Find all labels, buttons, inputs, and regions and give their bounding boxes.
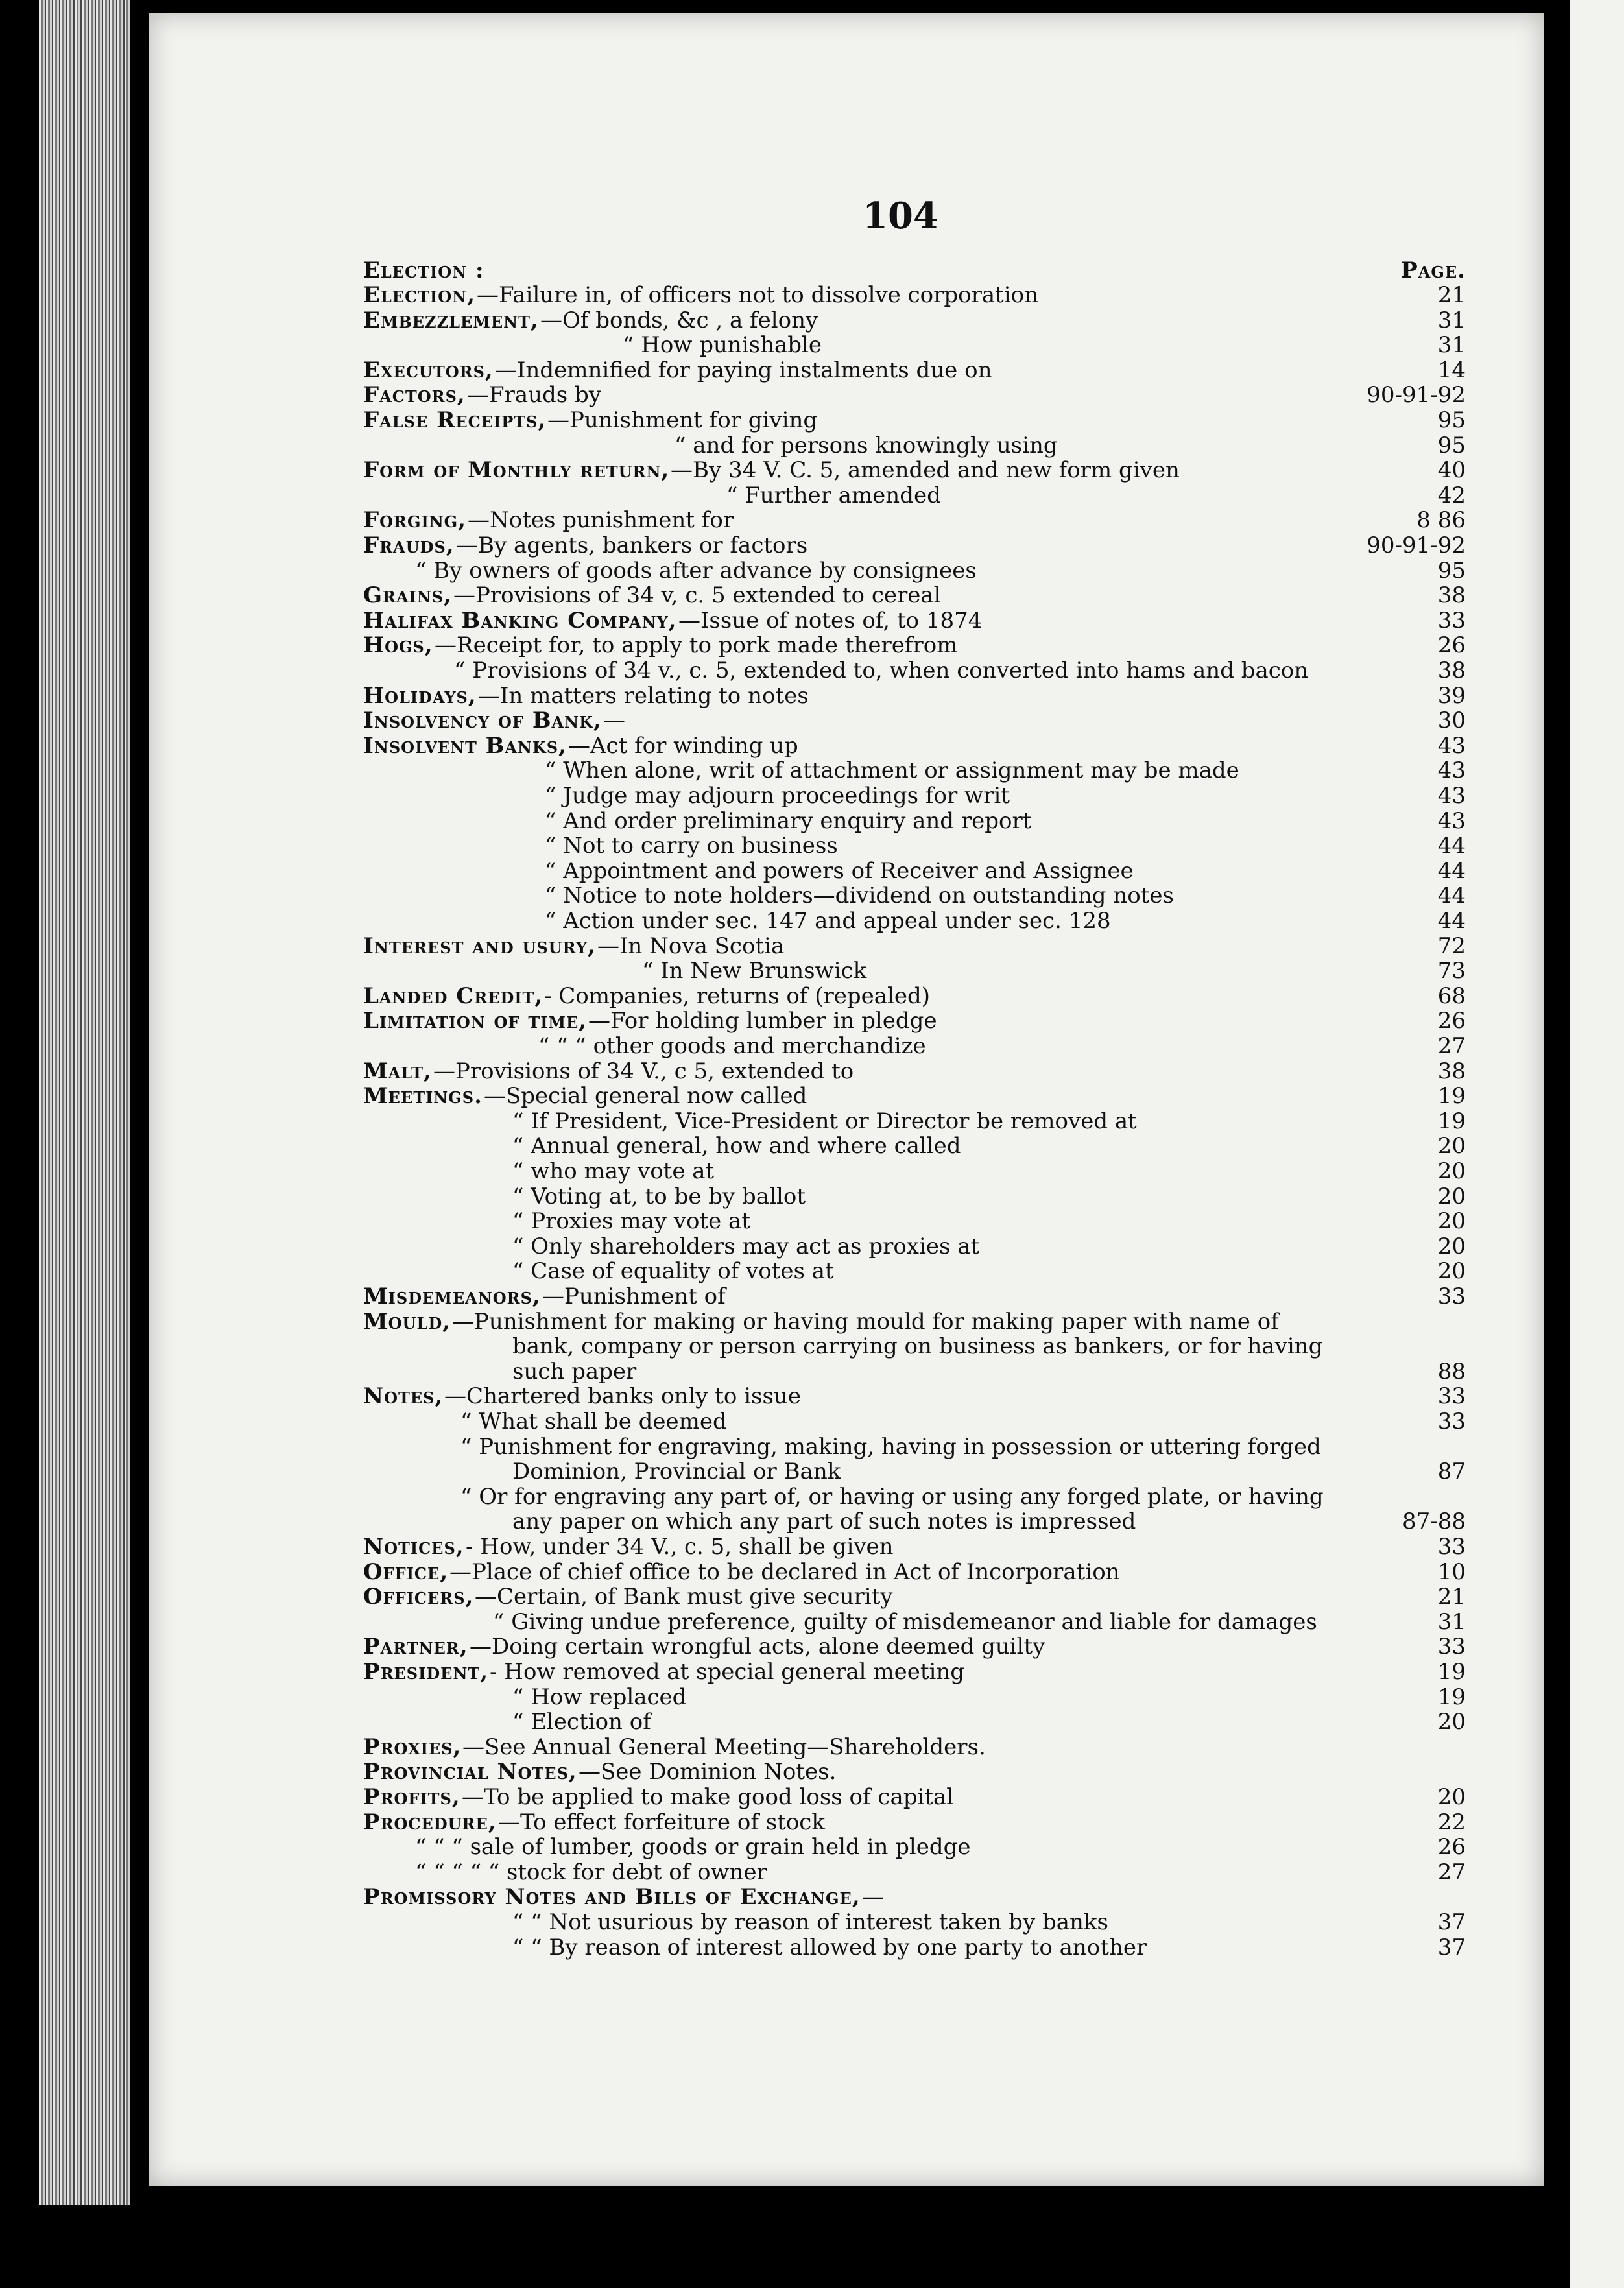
entry-page: 26 [1437,632,1466,659]
entry-page: 19 [1437,1684,1466,1710]
entry-page: 88 [1437,1358,1466,1385]
entry-heading: Office, [363,1558,449,1585]
entry-text: —By 34 V. C. 5, amended and new form given [671,457,1180,484]
entry-page: 19 [1437,1108,1466,1134]
entry-text: —By agents, bankers or factors [456,532,808,558]
entry-heading: Notes, [363,1383,444,1410]
entry-page: 90-91-92 [1367,532,1466,558]
entry-text: “ “ “ “ “ stock for debt of owner [415,1859,767,1885]
entry-page: 38 [1437,658,1466,684]
entry-heading: Procedure, [363,1809,497,1835]
entry-page: 44 [1437,908,1466,934]
entry-page: 20 [1437,1784,1466,1810]
entry-text: “ Proxies may vote at [512,1208,750,1235]
entry-heading: Mould, [363,1308,451,1335]
entry-page: 19 [1437,1659,1466,1685]
entry-text: - How, under 34 V., c. 5, shall be given [466,1534,894,1560]
entry-heading: Limitation of time, [363,1008,588,1034]
section-heading: Election : [363,257,484,283]
entry-text: “ By owners of goods after advance by consignees [415,557,977,584]
entry-heading: Malt, [363,1058,432,1084]
entry-text: —For holding lumber in pledge [588,1008,937,1034]
entry-text: —To effect forfeiture of stock [498,1809,825,1835]
entry-heading: Partner, [363,1634,468,1660]
entry-text: “ Notice to note holders—dividend on outstanding notes [545,883,1174,909]
entry-text: “ “ By reason of interest allowed by one party to another [512,1934,1147,1960]
entry-page: 8 86 [1416,507,1466,534]
entry-page: 31 [1437,332,1466,359]
entry-text: —See Dominion Notes. [579,1759,837,1785]
entry-page: 90-91-92 [1367,382,1466,409]
entry-text: - How removed at special general meeting [490,1659,965,1685]
entry-text: “ Not to carry on business [545,833,838,859]
entry-page: 44 [1437,833,1466,859]
entry-text: bank, company or person carrying on business as bankers, or for having [512,1333,1323,1360]
entry-text: “ What shall be deemed [460,1409,727,1435]
entry-text: “ Further amended [726,482,941,508]
entry-page: 40 [1437,457,1466,484]
entry-text: “ How punishable [623,332,822,359]
entry-text: “ Voting at, to be by ballot [512,1183,806,1210]
entry-page: 22 [1437,1809,1466,1835]
entry-text: —To be applied to make good loss of capital [462,1784,954,1810]
entry-text: “ Punishment for engraving, making, having in possession or uttering forged [460,1433,1321,1460]
entry-heading: Form of Monthly return, [363,457,670,484]
entry-text: —Issue of notes of, to 1874 [678,607,983,634]
entry-text: - Companies, returns of (repealed) [544,983,931,1009]
entry-page: 31 [1437,307,1466,333]
entry-text: —Special general now called [484,1083,807,1110]
entry-page: 21 [1437,1584,1466,1610]
entry-text: —Of bonds, &c , a felony [540,307,818,333]
entry-page: 33 [1437,1383,1466,1410]
entry-text: —Punishment for giving [547,407,818,433]
entry-page: 33 [1437,1634,1466,1660]
entry-text: “ Case of equality of votes at [512,1258,834,1285]
entry-heading: Meetings. [363,1083,483,1110]
entry-page: 44 [1437,857,1466,884]
entry-page: 68 [1437,983,1466,1009]
entry-page: 20 [1437,1258,1466,1285]
entry-heading: Insolvency of Bank, [363,708,602,734]
entry-text: “ And order preliminary enquiry and report [545,807,1032,834]
entry-text: —Provisions of 34 v, c. 5 extended to cereal [453,582,941,609]
entry-heading: Interest and usury, [363,933,596,959]
entry-page: 30 [1437,708,1466,734]
entry-page: 20 [1437,1183,1466,1210]
entry-page: 37 [1437,1909,1466,1935]
entry-heading: Misdemeanors, [363,1283,541,1309]
entry-text: “ Action under sec. 147 and appeal under sec. 128 [545,908,1111,934]
entry-page: 95 [1437,432,1466,459]
entry-heading: Election, [363,282,475,308]
entry-heading: Landed Credit, [363,983,543,1009]
entry-text: “ Provisions of 34 v., c. 5, extended to, when converted into hams and bacon [454,658,1309,684]
entry-text: “ In New Brunswick [642,958,867,984]
entry-page: 43 [1437,732,1466,759]
entry-page: 27 [1437,1033,1466,1059]
entry-text: —Receipt for, to apply to pork made therefrom [435,632,958,659]
entry-page: 26 [1437,1008,1466,1034]
entry-text: “ Election of [512,1709,651,1735]
entry-page: 26 [1437,1834,1466,1861]
page-number: 104 [863,195,938,237]
entry-text: “ Appointment and powers of Receiver and Assignee [545,857,1134,884]
entry-page: 20 [1437,1158,1466,1184]
entry-page: 20 [1437,1133,1466,1160]
entry-page: 43 [1437,757,1466,784]
entry-page: 73 [1437,958,1466,984]
entry-page: 39 [1437,682,1466,709]
entry-heading: Provincial Notes, [363,1759,577,1785]
entry-text: —Provisions of 34 V., c 5, extended to [433,1058,854,1084]
entry-heading: Hogs, [363,632,433,659]
entry-text: “ When alone, writ of attachment or assignment may be made [545,757,1239,784]
entry-heading: Forging, [363,507,466,534]
entry-page: 33 [1437,1283,1466,1309]
entry-text: “ How replaced [512,1684,687,1710]
entry-heading: Embezzlement, [363,307,539,333]
entry-text: —In Nova Scotia [597,933,785,959]
entry-text: “ Judge may adjourn proceedings for writ [545,783,1010,809]
entry-page: 21 [1437,282,1466,308]
entry-text: such paper [512,1358,637,1385]
entry-page: 43 [1437,807,1466,834]
entry-text: “ “ Not usurious by reason of interest taken by banks [512,1909,1108,1935]
entry-page: 43 [1437,783,1466,809]
entry-page: 20 [1437,1208,1466,1235]
entry-text: “ “ “ sale of lumber, goods or grain held in pledge [415,1834,971,1861]
entry-text: —In matters relating to notes [478,682,809,709]
entry-text: —Notes punishment for [468,507,734,534]
entry-page: 14 [1437,357,1466,383]
entry-page: 87-88 [1402,1508,1466,1535]
entry-text: “ and for persons knowingly using [675,432,1058,459]
entry-page: 38 [1437,582,1466,609]
entry-page: 95 [1437,407,1466,433]
entry-text: —Punishment of [542,1283,726,1309]
entry-text: any paper on which any part of such notes is impressed [512,1508,1136,1535]
entry-text: —Certain, of Bank must give security [475,1584,893,1610]
entry-heading: Grains, [363,582,452,609]
entry-page: 42 [1437,482,1466,508]
entry-heading: Officers, [363,1584,474,1610]
entry-page: 33 [1437,1534,1466,1560]
entry-page: 72 [1437,933,1466,959]
entry-text: —Indemnified for paying instalments due on [495,357,992,383]
entry-text: —Act for winding up [568,732,798,759]
entry-page: 31 [1437,1608,1466,1635]
page-column-label: Page. [1401,257,1466,283]
facing-page-edge [1570,0,1624,2288]
entry-text: “ “ “ other goods and merchandize [538,1033,926,1059]
entry-page: 10 [1437,1558,1466,1585]
book-spine-edge [39,0,130,2205]
entry-heading: Profits, [363,1784,460,1810]
entry-heading: Promissory Notes and Bills of Exchange, [363,1884,861,1911]
entry-heading: Proxies, [363,1734,462,1760]
entry-text: “ Giving undue preference, guilty of misdemeanor and liable for damages [493,1608,1317,1635]
entry-page: 95 [1437,557,1466,584]
entry-heading: Notices, [363,1534,464,1560]
entry-page: 27 [1437,1859,1466,1885]
entry-page: 20 [1437,1233,1466,1259]
entry-page: 19 [1437,1083,1466,1110]
entry-page: 33 [1437,1409,1466,1435]
entry-heading: Halifax Banking Company, [363,607,677,634]
entry-text: “ If President, Vice-President or Director be removed at [512,1108,1137,1134]
entry-page: 87 [1437,1459,1466,1485]
entry-text: —See Annual General Meeting—Shareholders. [462,1734,986,1760]
entry-text: “ Annual general, how and where called [512,1133,961,1160]
entry-text: Dominion, Provincial or Bank [512,1459,841,1485]
entry-text: —Doing certain wrongful acts, alone deemed guilty [470,1634,1045,1660]
entry-page: 38 [1437,1058,1466,1084]
entry-text: “ Or for engraving any part of, or having or using any forged plate, or having [460,1483,1324,1510]
entry-page: 20 [1437,1709,1466,1735]
entry-text: —Punishment for making or having mould for making paper with name of [452,1308,1279,1335]
entry-text: “ Only shareholders may act as proxies at [512,1233,980,1259]
entry-page: 44 [1437,883,1466,909]
entry-text: — [862,1884,884,1911]
entry-heading: Frauds, [363,532,455,558]
entry-text: “ who may vote at [512,1158,715,1184]
entry-heading: False Receipts, [363,407,547,433]
entry-heading: Holidays, [363,682,477,709]
entry-heading: President, [363,1659,489,1685]
entry-heading: Factors, [363,382,466,409]
entry-text: —Failure in, of officers not to dissolve corporation [477,282,1039,308]
entry-heading: Executors, [363,357,494,383]
entry-text: — [603,708,625,734]
entry-heading: Insolvent Banks, [363,732,567,759]
entry-text: —Place of chief office to be declared in Act of Incorporation [449,1558,1120,1585]
entry-text: —Chartered banks only to issue [444,1383,801,1410]
entry-page: 33 [1437,607,1466,634]
entry-page: 37 [1437,1934,1466,1960]
entry-text: —Frauds by [467,382,602,409]
